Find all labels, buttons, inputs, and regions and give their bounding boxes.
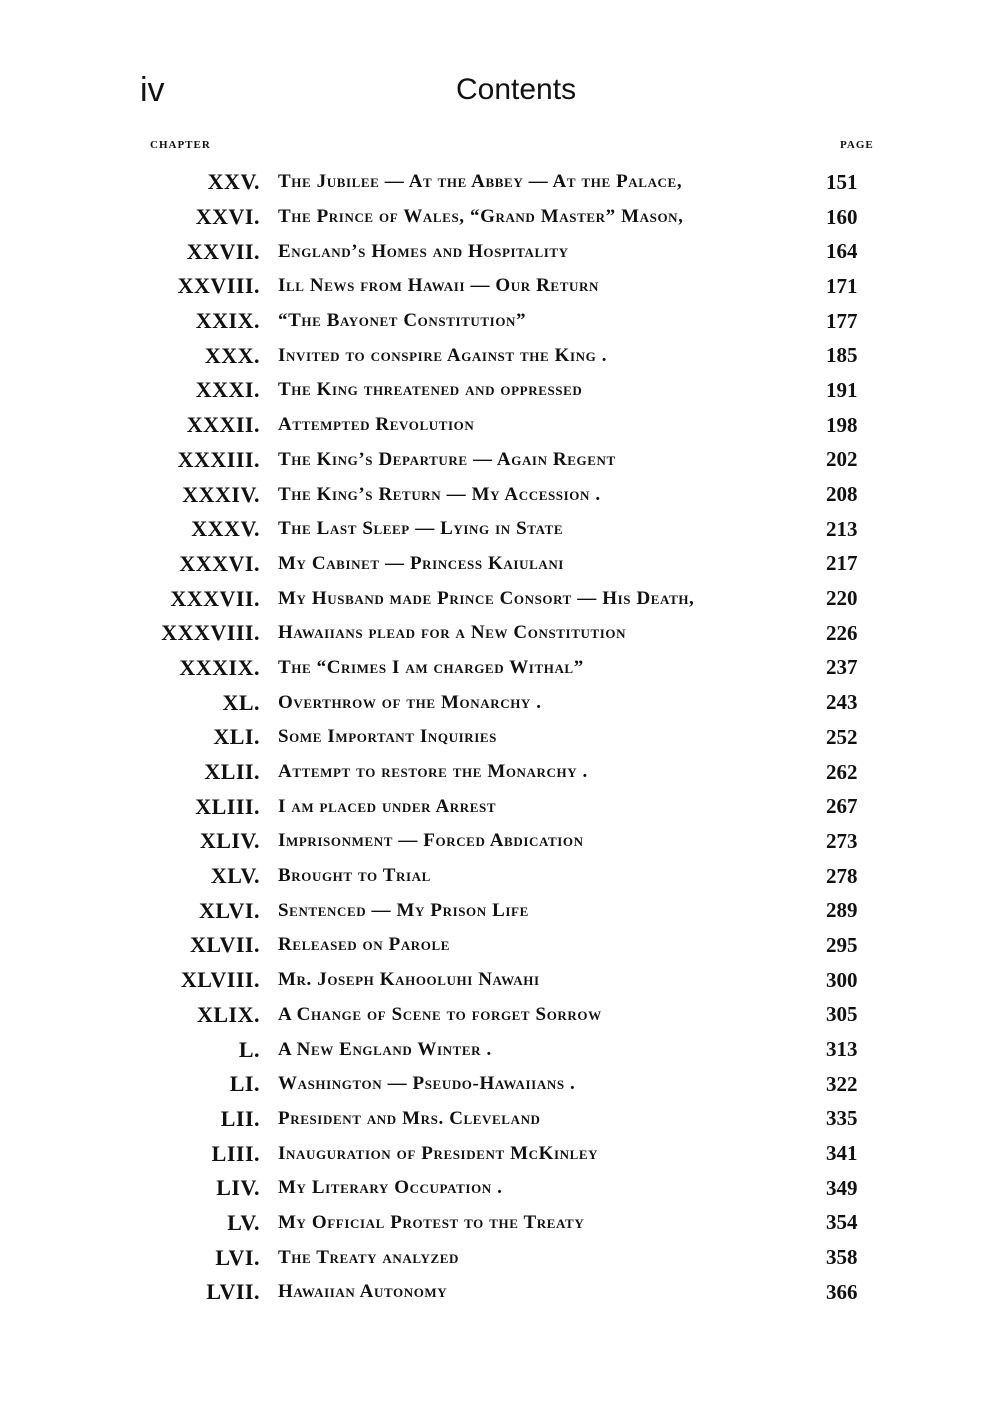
toc-entry xyxy=(0,928,1000,963)
chapter-title: Overthrow of the Monarchy . xyxy=(278,691,542,713)
toc-entry xyxy=(0,512,1000,547)
chapter-numeral: XXXVII. xyxy=(170,585,260,611)
chapter-page-number: 164 xyxy=(826,239,858,264)
chapter-page-number: 341 xyxy=(826,1141,858,1166)
chapter-title: The “Crimes I am charged Withal” xyxy=(278,656,584,678)
chapter-page-number: 208 xyxy=(826,482,858,507)
chapter-page-number: 217 xyxy=(826,551,858,576)
table-of-contents xyxy=(0,165,1000,1310)
chapter-numeral: LII. xyxy=(220,1105,260,1131)
toc-entry xyxy=(0,755,1000,790)
chapter-numeral: LV. xyxy=(227,1209,260,1235)
chapter-numeral: XXV. xyxy=(207,169,260,195)
toc-entry xyxy=(0,685,1000,720)
chapter-page-number: 202 xyxy=(826,447,858,472)
chapter-numeral: LIV. xyxy=(216,1175,260,1201)
chapter-numeral: LI. xyxy=(229,1071,260,1097)
chapter-page-number: 322 xyxy=(826,1071,858,1096)
chapter-title: A Change of Scene to forget Sorrow xyxy=(278,1003,602,1025)
chapter-page-number: 305 xyxy=(826,1002,858,1027)
chapter-column-label: CHAPTER xyxy=(150,139,211,151)
chapter-numeral: XXVIII. xyxy=(177,273,260,299)
toc-entry xyxy=(0,824,1000,859)
toc-entry xyxy=(0,1067,1000,1102)
chapter-page-number: 366 xyxy=(826,1279,858,1304)
chapter-numeral: XXVII. xyxy=(186,238,260,264)
chapter-title: The King’s Departure — Again Regent xyxy=(278,448,616,470)
chapter-page-number: 226 xyxy=(826,620,858,645)
chapter-numeral: LVII. xyxy=(206,1279,260,1305)
chapter-title: I am placed under Arrest xyxy=(278,795,497,817)
chapter-page-number: 262 xyxy=(826,759,858,784)
chapter-page-number: 151 xyxy=(826,169,858,194)
toc-entry xyxy=(0,1206,1000,1241)
toc-entry xyxy=(0,616,1000,651)
chapter-numeral: XXXVI. xyxy=(179,550,260,576)
chapter-page-number: 313 xyxy=(826,1037,858,1062)
chapter-page-number: 289 xyxy=(826,898,858,923)
chapter-title: Hawaiian Autonomy xyxy=(278,1281,448,1303)
toc-entry xyxy=(0,443,1000,478)
chapter-title: Brought to Trial xyxy=(278,865,431,887)
chapter-numeral: XXIX. xyxy=(195,308,260,334)
chapter-title: Washington — Pseudo-Hawaiians . xyxy=(278,1073,576,1095)
toc-entry xyxy=(0,963,1000,998)
chapter-page-number: 177 xyxy=(826,308,858,333)
chapter-title: My Cabinet — Princess Kaiulani xyxy=(278,552,564,574)
toc-entry xyxy=(0,893,1000,928)
chapter-page-number: 252 xyxy=(826,724,858,749)
toc-entry xyxy=(0,1275,1000,1310)
chapter-page-number: 160 xyxy=(826,204,858,229)
chapter-numeral: L. xyxy=(238,1036,260,1062)
toc-entry xyxy=(0,1032,1000,1067)
toc-entry xyxy=(0,1136,1000,1171)
page-number: iv xyxy=(140,71,165,109)
chapter-title: Invited to conspire Against the King . xyxy=(278,344,608,366)
chapter-page-number: 213 xyxy=(826,516,858,541)
toc-entry xyxy=(0,165,1000,200)
chapter-page-number: 237 xyxy=(826,655,858,680)
chapter-page-number: 278 xyxy=(826,863,858,888)
chapter-title: Mr. Joseph Kahooluhi Nawahi xyxy=(278,969,540,991)
chapter-title: The Jubilee — At the Abbey — At the Palace, xyxy=(278,171,683,193)
chapter-numeral: XXXII. xyxy=(186,412,260,438)
chapter-page-number: 354 xyxy=(826,1210,858,1235)
chapter-title: The Treaty analyzed xyxy=(278,1246,459,1268)
toc-entry xyxy=(0,651,1000,686)
chapter-title: Inauguration of President McKinley xyxy=(278,1142,599,1164)
chapter-numeral: XLI. xyxy=(213,724,260,750)
chapter-title: President and Mrs. Cleveland xyxy=(278,1107,541,1129)
chapter-title: England’s Homes and Hospitality xyxy=(278,240,569,262)
chapter-title: “The Bayonet Constitution” xyxy=(278,310,527,332)
chapter-numeral: LVI. xyxy=(215,1244,260,1270)
chapter-title: My Husband made Prince Consort — His Death, xyxy=(278,587,695,609)
chapter-numeral: XXVI. xyxy=(195,204,260,230)
toc-entry xyxy=(0,547,1000,582)
toc-entry xyxy=(0,234,1000,269)
chapter-title: Released on Parole xyxy=(278,934,451,956)
toc-entry xyxy=(0,269,1000,304)
toc-entry xyxy=(0,1240,1000,1275)
chapter-numeral: LIII. xyxy=(211,1140,260,1166)
chapter-title: Attempted Revolution xyxy=(278,414,475,436)
chapter-numeral: XXXV. xyxy=(191,516,260,542)
chapter-page-number: 295 xyxy=(826,932,858,957)
chapter-page-number: 171 xyxy=(826,273,858,298)
page-title: Contents xyxy=(456,73,577,106)
chapter-title: My Official Protest to the Treaty xyxy=(278,1211,585,1233)
chapter-numeral: XXXVIII. xyxy=(161,620,260,646)
chapter-page-number: 198 xyxy=(826,412,858,437)
chapter-page-number: 335 xyxy=(826,1106,858,1131)
toc-entry xyxy=(0,720,1000,755)
chapter-title: A New England Winter . xyxy=(278,1038,492,1060)
toc-entry xyxy=(0,1102,1000,1137)
chapter-title: My Literary Occupation . xyxy=(278,1177,503,1199)
toc-entry xyxy=(0,408,1000,443)
chapter-title: Some Important Inquiries xyxy=(278,726,498,748)
chapter-page-number: 267 xyxy=(826,794,858,819)
chapter-numeral: XLVII. xyxy=(189,932,260,958)
toc-entry xyxy=(0,859,1000,894)
chapter-title: The King threatened and oppressed xyxy=(278,379,583,401)
chapter-title: The Prince of Wales, “Grand Master” Mason, xyxy=(278,206,684,228)
toc-entry xyxy=(0,1171,1000,1206)
chapter-numeral: XLV. xyxy=(210,863,260,889)
chapter-numeral: XLIV. xyxy=(199,828,260,854)
chapter-page-number: 300 xyxy=(826,967,858,992)
chapter-numeral: XL. xyxy=(222,689,260,715)
chapter-numeral: XLVIII. xyxy=(180,967,260,993)
chapter-numeral: XXX. xyxy=(204,342,260,368)
chapter-numeral: XLVI. xyxy=(199,897,260,923)
chapter-page-number: 191 xyxy=(826,377,858,402)
toc-entry xyxy=(0,304,1000,339)
chapter-numeral: XXXIX. xyxy=(179,654,260,680)
chapter-title: Ill News from Hawaii — Our Return xyxy=(278,275,599,297)
chapter-numeral: XXXIII. xyxy=(177,446,260,472)
page-column-label: PAGE xyxy=(840,139,874,151)
chapter-numeral: XLII. xyxy=(204,759,260,785)
chapter-page-number: 358 xyxy=(826,1245,858,1270)
chapter-numeral: XXXI. xyxy=(195,377,260,403)
chapter-numeral: XLIX. xyxy=(196,1001,260,1027)
chapter-page-number: 243 xyxy=(826,690,858,715)
toc-entry xyxy=(0,581,1000,616)
toc-entry xyxy=(0,373,1000,408)
chapter-title: The King’s Return — My Accession . xyxy=(278,483,601,505)
chapter-page-number: 220 xyxy=(826,586,858,611)
chapter-title: The Last Sleep — Lying in State xyxy=(278,518,564,540)
chapter-title: Imprisonment — Forced Abdication xyxy=(278,830,584,852)
toc-entry xyxy=(0,477,1000,512)
chapter-title: Attempt to restore the Monarchy . xyxy=(278,761,588,783)
chapter-title: Hawaiians plead for a New Constitution xyxy=(278,622,627,644)
toc-entry xyxy=(0,338,1000,373)
toc-entry xyxy=(0,998,1000,1033)
chapter-page-number: 273 xyxy=(826,828,858,853)
chapter-page-number: 349 xyxy=(826,1175,858,1200)
chapter-page-number: 185 xyxy=(826,343,858,368)
chapter-title: Sentenced — My Prison Life xyxy=(278,899,529,921)
toc-entry xyxy=(0,789,1000,824)
chapter-numeral: XXXIV. xyxy=(182,481,260,507)
toc-entry xyxy=(0,200,1000,235)
chapter-numeral: XLIII. xyxy=(195,793,260,819)
